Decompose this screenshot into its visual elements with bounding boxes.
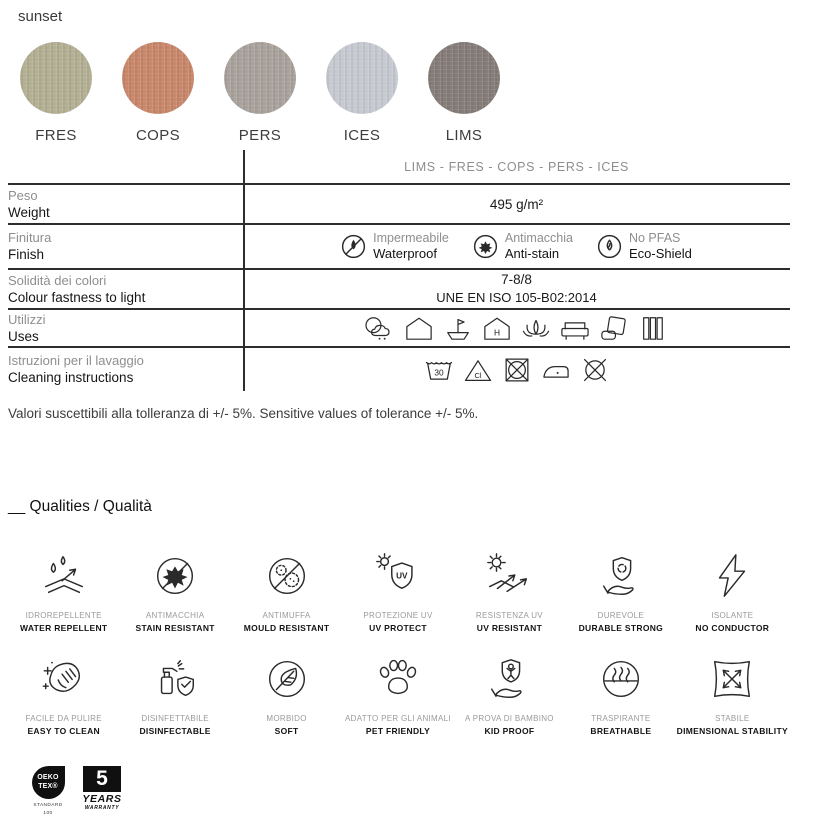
row-label-en: Uses bbox=[8, 328, 39, 344]
quality-label-en: UV PROTECT bbox=[369, 623, 427, 634]
table-row-uses bbox=[8, 310, 790, 348]
oeko-line2: TEX® bbox=[38, 782, 58, 790]
table-row-cleaning bbox=[8, 348, 790, 391]
quality-label-it: ISOLANTE bbox=[711, 611, 754, 620]
feature-label-en: Waterproof bbox=[373, 246, 437, 262]
swatch-fres bbox=[20, 42, 92, 144]
svg-text:H: H bbox=[493, 327, 501, 338]
table-header-row bbox=[8, 150, 790, 185]
do-not-dry-clean-icon bbox=[580, 355, 610, 385]
svg-text:30: 30 bbox=[433, 366, 444, 377]
quality-stain-resistant bbox=[119, 548, 230, 635]
swatch-color-pers bbox=[224, 42, 296, 114]
indoor-house-icon bbox=[480, 314, 514, 342]
swatch-cops bbox=[122, 42, 194, 144]
quality-uv-resistant bbox=[454, 548, 565, 635]
warranty-label: WARRANTY bbox=[84, 805, 120, 811]
qualities-grid bbox=[8, 548, 788, 738]
quality-label-it: RESISTENZA UV bbox=[475, 611, 543, 620]
oeko-100: 100 bbox=[43, 811, 53, 817]
table-row-weight bbox=[8, 185, 790, 225]
mould-resistant-icon bbox=[262, 548, 312, 604]
quality-label-en: NO CONDUCTOR bbox=[695, 623, 770, 634]
wash-30-icon bbox=[424, 355, 454, 385]
swatch-ices bbox=[326, 42, 398, 144]
feature-label-it: Impermeabile bbox=[373, 230, 449, 245]
quality-mould-resistant bbox=[231, 548, 342, 635]
row-label-en: Cleaning instructions bbox=[8, 370, 134, 386]
page-title: sunset bbox=[18, 8, 63, 25]
quality-label-en: MOULD RESISTANT bbox=[243, 623, 330, 634]
no-conductor-icon bbox=[707, 548, 757, 604]
feature-label-en: Anti-stain bbox=[504, 246, 560, 262]
tolerance-note: Valori suscettibili alla tolleranza di +/- 5%. Sensitive values of tolerance +/- 5%. bbox=[8, 406, 479, 421]
durable-strong-icon bbox=[596, 548, 646, 604]
table-divider bbox=[243, 150, 245, 391]
swatch-color-cops bbox=[122, 42, 194, 114]
oeko-line1: OEKO bbox=[37, 773, 59, 781]
oeko-standard: STANDARD bbox=[33, 803, 63, 808]
waterproof-icon bbox=[341, 234, 366, 259]
fastness-grade: 7-8/8 bbox=[501, 272, 532, 288]
quality-kid-proof bbox=[454, 651, 565, 738]
warranty-number: 5 bbox=[83, 766, 121, 792]
cushion-icon bbox=[597, 314, 631, 342]
soft-icon bbox=[262, 651, 312, 707]
oeko-tex-leaf-icon bbox=[32, 766, 65, 799]
quality-label-it: DUREVOLE bbox=[597, 611, 645, 620]
row-label-en: Weight bbox=[8, 204, 50, 220]
swatch-lims bbox=[428, 42, 500, 144]
table-row-fastness bbox=[8, 270, 790, 310]
feature-eco-shield bbox=[597, 230, 692, 263]
row-label-it: Peso bbox=[8, 187, 38, 203]
quality-label-en: WATER REPELLENT bbox=[19, 623, 108, 634]
row-label-it: Utilizzi bbox=[8, 311, 46, 327]
kid-proof-icon bbox=[484, 651, 534, 707]
svg-text:Cl: Cl bbox=[473, 370, 482, 380]
pet-friendly-icon bbox=[373, 651, 423, 707]
swatch-label: PERS bbox=[238, 127, 282, 144]
swatch-color-fres bbox=[20, 42, 92, 114]
quality-soft bbox=[231, 651, 342, 738]
quality-label-it: TRASPIRANTE bbox=[591, 714, 651, 724]
quality-label-it: A PROVA DI BAMBINO bbox=[465, 714, 554, 724]
quality-uv-protect bbox=[342, 548, 453, 635]
disinfectable-icon bbox=[150, 651, 200, 707]
feature-waterproof bbox=[341, 230, 449, 263]
swatch-pers bbox=[224, 42, 296, 144]
certifications bbox=[26, 766, 125, 818]
feature-anti-stain bbox=[473, 230, 573, 263]
swatch-label: COPS bbox=[135, 127, 181, 144]
sofa-icon bbox=[558, 314, 592, 342]
quality-label-en: BREATHABLE bbox=[590, 726, 652, 737]
water-repellent-icon bbox=[39, 548, 89, 604]
quality-label-it: IDROREPELLENTE bbox=[25, 611, 102, 620]
uv-resistant-icon bbox=[484, 548, 534, 604]
row-label bbox=[8, 185, 243, 223]
outdoor-weather-icon bbox=[363, 314, 397, 342]
fastness-standard: UNE EN ISO 105-B02:2014 bbox=[436, 290, 597, 306]
weight-value: 495 g/m² bbox=[489, 196, 544, 212]
oeko-tex-logo bbox=[26, 766, 70, 818]
warranty-years: YEARS bbox=[82, 793, 122, 805]
swatch-row bbox=[20, 42, 500, 144]
swatch-label: FRES bbox=[35, 127, 77, 144]
quality-label-it: PROTEZIONE UV bbox=[363, 611, 433, 620]
quality-breathable bbox=[565, 651, 676, 738]
curtain-icon bbox=[636, 314, 670, 342]
quality-label-it: ADATTO PER GLI ANIMALI bbox=[345, 714, 451, 724]
row-label bbox=[8, 348, 243, 391]
row-label bbox=[8, 270, 243, 308]
qualities-heading: __ Qualities / Qualità bbox=[8, 498, 152, 515]
anti-stain-icon bbox=[473, 234, 498, 259]
quality-label-en: SOFT bbox=[274, 726, 299, 737]
table-row-finish bbox=[8, 225, 790, 270]
quality-label-it: DISINFETTABILE bbox=[141, 714, 209, 724]
quality-label-en: STAIN RESISTANT bbox=[135, 623, 215, 634]
quality-easy-to-clean bbox=[8, 651, 119, 738]
quality-pet-friendly bbox=[342, 651, 453, 738]
stain-resistant-icon bbox=[150, 548, 200, 604]
dimensional-stability-icon bbox=[707, 651, 757, 707]
do-not-tumble-dry-icon bbox=[502, 355, 532, 385]
swatch-color-ices bbox=[326, 42, 398, 114]
quality-durable-strong bbox=[565, 548, 676, 635]
row-label-it: Finitura bbox=[8, 230, 52, 246]
quality-no-conductor bbox=[677, 548, 788, 635]
quality-label-it: ANTIMUFFA bbox=[262, 611, 311, 620]
spec-table bbox=[8, 150, 790, 391]
quality-label-en: DURABLE STRONG bbox=[578, 623, 664, 634]
quality-label-en: DISINFECTABLE bbox=[139, 726, 211, 737]
swatch-label: ICES bbox=[343, 127, 381, 144]
quality-label-it: ANTIMACCHIA bbox=[145, 611, 205, 620]
bleach-allowed-icon bbox=[463, 355, 493, 385]
breathable-icon bbox=[596, 651, 646, 707]
row-label-it: Solidità dei colori bbox=[8, 272, 107, 288]
swatch-label: LIMS bbox=[445, 127, 483, 144]
uv-protect-icon bbox=[373, 548, 423, 604]
eco-shield-icon bbox=[597, 234, 622, 259]
quality-label-en: KID PROOF bbox=[484, 726, 535, 737]
row-label-it: Istruzioni per il lavaggio bbox=[8, 353, 144, 369]
quality-dimensional-stability bbox=[677, 651, 788, 738]
boat-icon bbox=[441, 314, 475, 342]
easy-to-clean-icon bbox=[39, 651, 89, 707]
wellness-lotus-icon bbox=[519, 314, 553, 342]
quality-label-en: PET FRIENDLY bbox=[365, 726, 431, 737]
feature-label-it: Antimacchia bbox=[504, 230, 573, 245]
quality-label-it: MORBIDO bbox=[266, 714, 307, 724]
garden-house-icon bbox=[402, 314, 436, 342]
quality-label-en: UV RESISTANT bbox=[476, 623, 543, 634]
row-label bbox=[8, 310, 243, 346]
variants-header: LIMS - FRES - COPS - PERS - ICES bbox=[404, 159, 629, 174]
svg-text:UV: UV bbox=[396, 571, 408, 581]
quality-label-it: FACILE DA PULIRE bbox=[25, 714, 102, 724]
quality-water-repellent bbox=[8, 548, 119, 635]
row-label-en: Finish bbox=[8, 247, 45, 263]
iron-low-icon bbox=[541, 355, 571, 385]
feature-label-it: No PFAS bbox=[628, 230, 681, 245]
quality-label-en: DIMENSIONAL STABILITY bbox=[676, 726, 788, 737]
feature-label-en: Eco-Shield bbox=[628, 246, 692, 262]
row-label bbox=[8, 225, 243, 268]
quality-label-en: EASY TO CLEAN bbox=[27, 726, 100, 737]
swatch-color-lims bbox=[428, 42, 500, 114]
row-label-en: Colour fastness to light bbox=[8, 289, 146, 305]
quality-label-it: STABILE bbox=[715, 714, 750, 724]
warranty-badge bbox=[79, 766, 125, 811]
quality-disinfectable bbox=[119, 651, 230, 738]
